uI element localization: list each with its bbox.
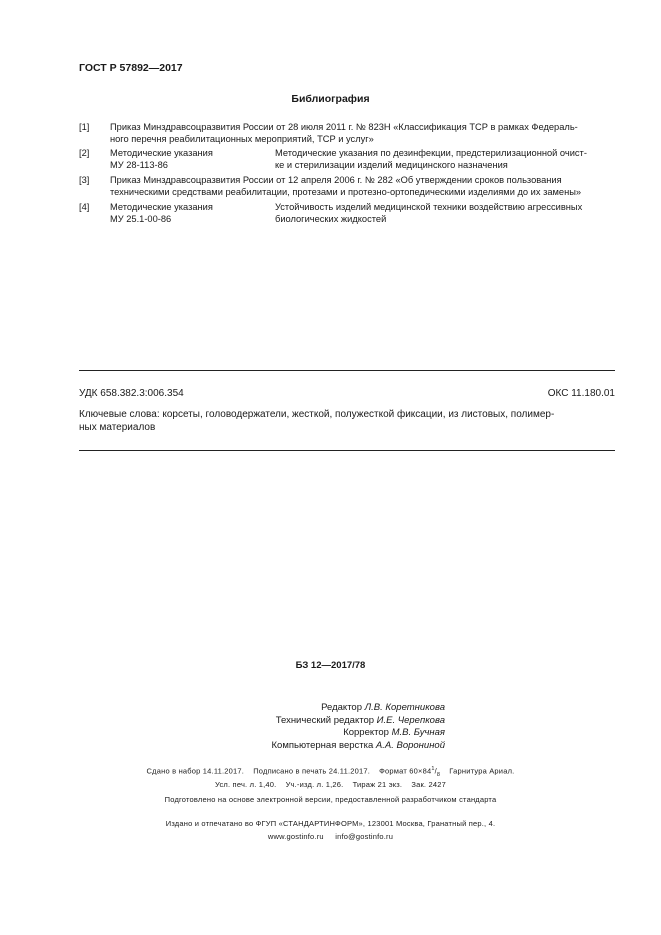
bibliography-item-number: [3] [79,175,90,185]
bibliography-item-document: Методические указания МУ 25.1-00-86 [110,202,213,224]
bz-number: БЗ 12—2017/78 [295,660,366,671]
standard-number: ГОСТ Р 57892—2017 [79,62,183,74]
bibliography-item [0,202,661,226]
udk-code: УДК 658.382.3:006.354 [79,388,184,399]
bibliography-item [0,175,661,199]
bibliography-item-title: Устойчивость изделий медицинской техники воздействию агрессивных биологических жидкостей [275,202,583,224]
credits [272,702,445,752]
bibliography-item [0,122,661,146]
credit-tech-editor: Технический редактор И.Е. Черепкова [275,714,445,726]
bibliography-item-number: [1] [79,122,90,132]
keywords: Ключевые слова: корсеты, головодержатели, жесткой, полужесткой фиксации, из листовых, полимер- ных материалов [79,409,555,433]
bibliography-item-text: Приказ Минздравсоцразвития России от 12 апреля 2006 г. № 282 «Об утверждении сроков пользования техническими средствами реабилитации, протезами и протезно-ортопедическими изделиями до их замены» [110,175,582,197]
imprint-volume: Усл. печ. л. 1,40. Уч.-изд. л. 1,26. Тираж 21 экз. Зак. 2427 [215,780,446,789]
bibliography-item-title: Методические указания по дезинфекции, предстерилизационной очист- ке и стерилизации изделий медицинского назначения [275,148,587,170]
bibliography-item-number: [2] [79,148,90,158]
bibliography-item-document: Методические указания МУ 28-113-86 [110,148,213,170]
oks-code: ОКС 11.180.01 [547,388,615,399]
imprint-print-details: Сдано в набор 14.11.2017. Подписано в печать 24.11.2017. Формат $60\times 84^1/_8$ Гарнитура Ариал. [146,766,515,778]
credit-corrector: Корректор М.В. Бучная [343,727,445,738]
imprint-contacts: www.gostinfo.ru info@gostinfo.ru [267,832,394,841]
imprint-source-note: Подготовлено на основе электронной версии, предоставленной разработчиком стандарта [164,795,497,804]
credit-layout: Компьютерная верстка А.А. Ворониной [271,739,445,751]
bibliography-item-number: [4] [79,202,90,212]
divider-bottom [79,450,615,451]
bibliography-item [0,148,661,172]
page-title: Библиография [291,93,370,105]
bibliography-item-text: Приказ Минздравсоцразвития России от 28 июля 2011 г. № 823Н «Классификация ТСР в рамках Федераль- ного перечня реабилитационных мероприятий, ТСР и услуг» [110,122,578,144]
divider-top [79,370,615,371]
imprint-publisher: Издано и отпечатано во ФГУП «СТАНДАРТИНФОРМ», 123001 Москва, Гранатный пер., 4. [165,819,496,828]
credit-editor: Редактор Л.В. Коретникова [321,702,445,713]
